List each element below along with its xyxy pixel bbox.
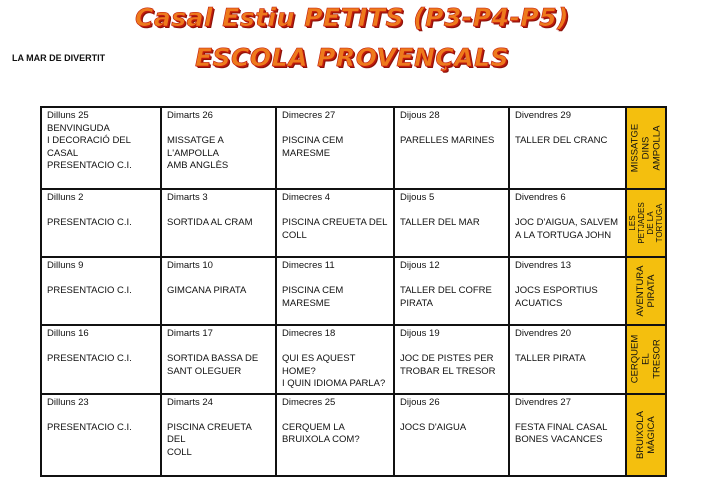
day-cell (509, 325, 626, 394)
day-label: Dijous 19 (400, 328, 440, 339)
activity-text: SORTIDA AL CRAM (167, 217, 253, 228)
week-row (41, 107, 666, 189)
day-cell (41, 107, 161, 189)
day-cell (276, 257, 394, 325)
day-cell (394, 325, 509, 394)
activity-text: SORTIDA BASSA DE SANT OLEGUER (167, 353, 259, 377)
day-cell (41, 325, 161, 394)
activity-text: JOCS D'AIGUA (400, 421, 467, 433)
day-label: Divendres 27 (515, 396, 571, 408)
activity-text: PISCINA CEM MARESME (282, 285, 344, 309)
day-cell (161, 107, 276, 189)
week-row (41, 257, 666, 325)
day-label: Divendres 6 (515, 192, 566, 203)
week-row (41, 189, 666, 257)
activity-text: TALLER DEL COFRE PIRATA (400, 285, 492, 309)
day-cell (276, 325, 394, 394)
day-label: Dilluns 25 (47, 110, 89, 121)
week-theme-label: CERQUEM EL TRESOR (629, 334, 663, 384)
day-cell (276, 107, 394, 189)
day-label: Divendres 20 (515, 328, 571, 339)
day-label: Dimecres 25 (282, 396, 336, 408)
activity-text: MISSATGE A L'AMPOLLA AMB ANGLÈS (167, 135, 229, 171)
week-theme-cell (626, 189, 666, 257)
activity-text: PRESENTACIO C.I. (47, 285, 132, 296)
activity-text: TALLER DEL CRANC (515, 135, 608, 146)
activity-text: FESTA FINAL CASAL BONES VACANCES (515, 421, 608, 445)
week-theme-cell (626, 325, 666, 394)
activity-text: PRESENTACIO C.I. (47, 421, 132, 433)
day-cell (41, 189, 161, 257)
day-label: Divendres 13 (515, 260, 571, 271)
day-cell (394, 394, 509, 476)
week-theme-cell (626, 107, 666, 189)
day-label: Dimarts 10 (167, 260, 213, 271)
activity-text: PRESENTACIO C.I. (47, 217, 132, 228)
day-cell (41, 394, 161, 476)
day-label: Dimarts 26 (167, 110, 213, 121)
week-theme-label: BRUIXOLA MÀGICA (635, 410, 657, 459)
day-label: Dilluns 2 (47, 192, 84, 203)
day-label: Dimarts 17 (167, 328, 213, 339)
day-cell (394, 107, 509, 189)
day-cell (394, 189, 509, 257)
day-label: Dimecres 4 (282, 192, 331, 203)
week-row (41, 325, 666, 394)
day-label: Dijous 28 (400, 110, 440, 121)
activity-text: PISCINA CREUETA DEL COLL (282, 217, 388, 241)
day-cell (161, 257, 276, 325)
day-label: Dimarts 3 (167, 192, 208, 203)
day-cell (509, 394, 626, 476)
day-cell (161, 189, 276, 257)
day-label: Dilluns 16 (47, 328, 89, 339)
week-row (41, 394, 666, 476)
day-label: Dijous 12 (400, 260, 440, 271)
day-label: Dilluns 9 (47, 260, 84, 271)
activity-text: CERQUEM LA BRUIXOLA COM? (282, 421, 360, 445)
activity-text: TALLER DEL MAR (400, 217, 480, 228)
subtitle: LA MAR DE DIVERTIT (12, 53, 106, 63)
day-cell (161, 325, 276, 394)
day-cell (41, 257, 161, 325)
activity-text: PISCINA CEM MARESME (282, 135, 344, 159)
activity-text: JOCS ESPORTIUS ACUATICS (515, 285, 598, 309)
activity-text: TALLER PIRATA (515, 353, 586, 364)
week-theme-label: AVENTURA PIRATA (635, 265, 657, 317)
activity-text: JOC D'AIGUA, SALVEM A LA TORTUGA JOHN (515, 217, 618, 241)
day-cell (509, 107, 626, 189)
page-title: Casal Estiu PETITS (P3-P4-P5) (135, 3, 569, 32)
day-label: Dijous 5 (400, 192, 435, 203)
schedule-table (40, 106, 667, 477)
day-label: Dimecres 11 (282, 260, 335, 271)
activity-text: PRESENTACIO C.I. (47, 353, 132, 364)
day-cell (276, 394, 394, 476)
activity-text: JOC DE PISTES PER TROBAR EL TRESOR (400, 353, 496, 377)
activity-text: QUI ES AQUEST HOME? I QUIN IDIOMA PARLA? (282, 353, 386, 389)
week-theme-cell (626, 257, 666, 325)
day-cell (161, 394, 276, 476)
day-label: Divendres 29 (515, 110, 571, 121)
school-title: ESCOLA PROVENÇALS (194, 43, 510, 72)
day-label: Dimecres 27 (282, 110, 336, 121)
week-theme-label: MISSATGE DINS AMPOLLA (629, 123, 663, 173)
day-label: Dijous 26 (400, 396, 440, 408)
day-label: Dimecres 18 (282, 328, 336, 339)
day-cell (394, 257, 509, 325)
activity-text: BENVINGUDA I DECORACIÓ DEL CASAL PRESENTACIO C.I. (47, 122, 132, 171)
day-cell (276, 189, 394, 257)
day-label: Dilluns 23 (47, 396, 89, 408)
activity-text: PISCINA CREUETA DEL COLL (167, 421, 252, 458)
week-theme-cell (626, 394, 666, 476)
week-theme-label: LES PETJADES DE LA TORTUGA (628, 202, 664, 244)
day-label: Dimarts 24 (167, 396, 213, 408)
activity-text: GIMCANA PIRATA (167, 285, 247, 296)
day-cell (509, 189, 626, 257)
activity-text: PARELLES MARINES (400, 135, 495, 146)
day-cell (509, 257, 626, 325)
